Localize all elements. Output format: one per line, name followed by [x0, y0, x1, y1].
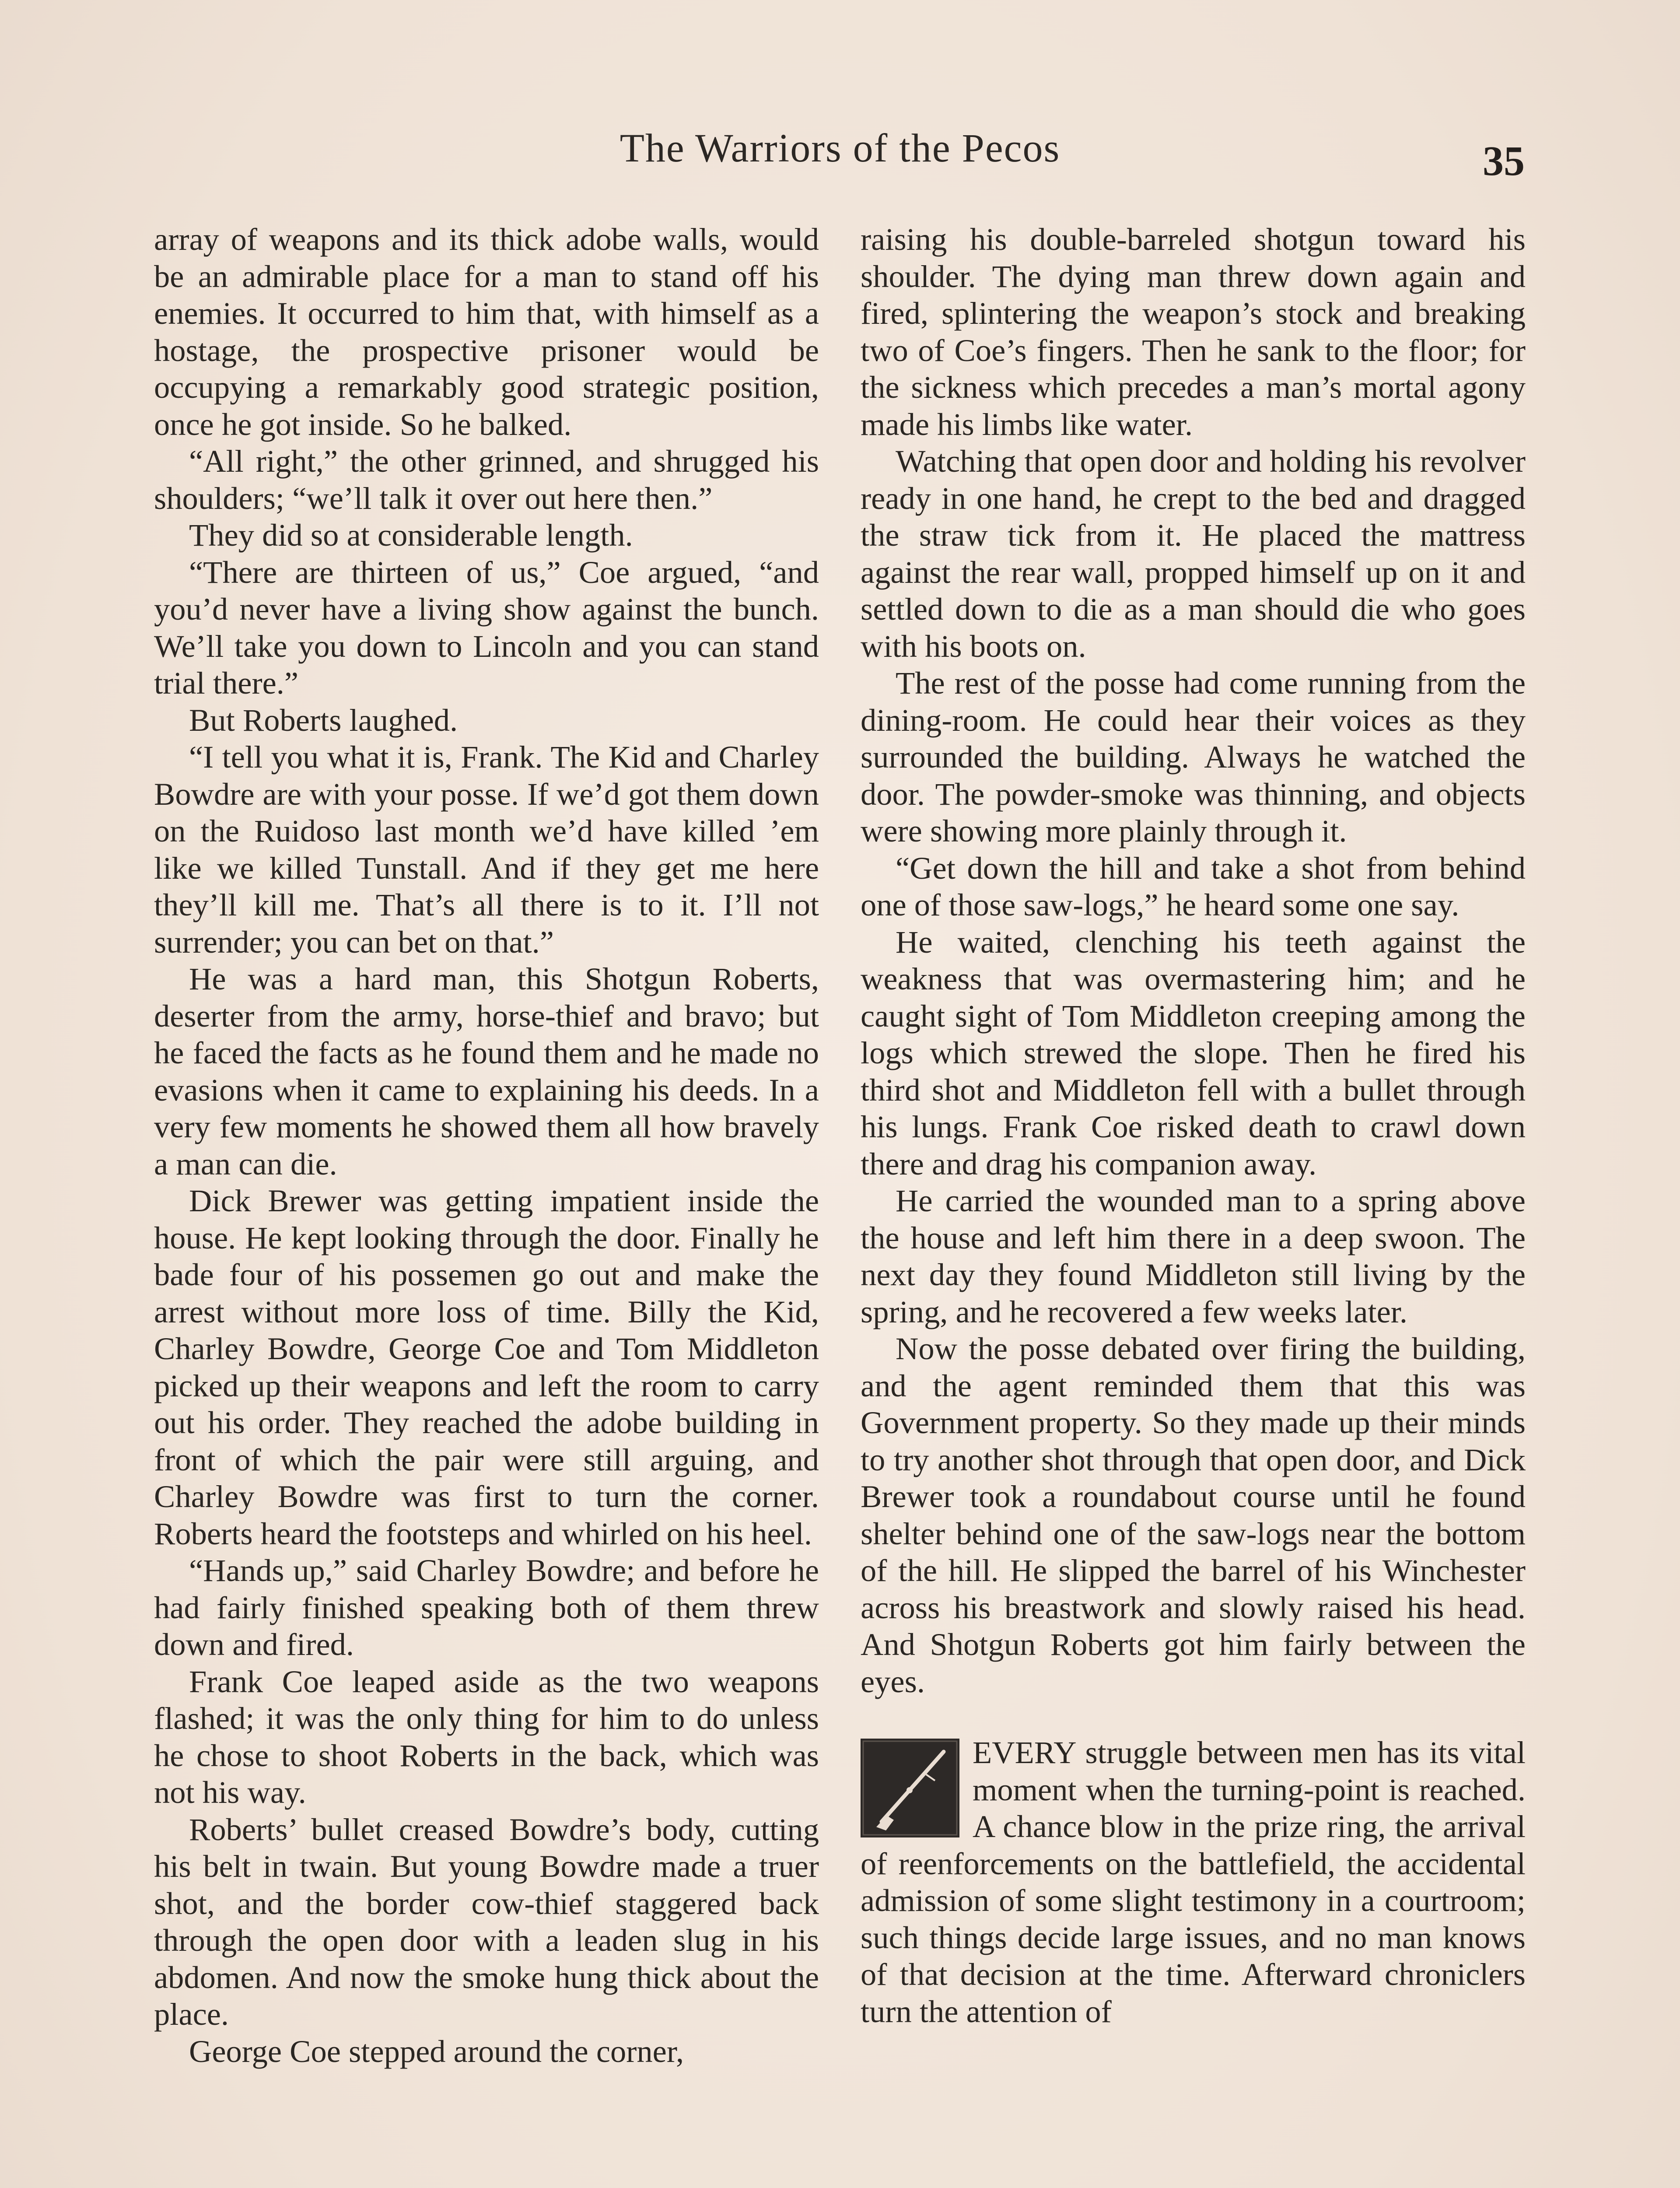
- paragraph: array of weapons and its thick adobe walls, would be an admirable place for a man to stand off his enemies. It occurred to him that, with himself as a hostage, the prospective prisoner would be occupying a remarkably good strategic position, once he got inside. So he balked.: [154, 221, 819, 442]
- paragraph: Frank Coe leaped aside as the two weapons flashed; it was the only thing for him to do unless he chose to shoot Roberts in the back, which was not his way.: [154, 1663, 819, 1810]
- paragraph: He was a hard man, this Shotgun Roberts, deserter from the army, horse-thief and bravo; but he faced the facts as he found them and he made no evasions when it came to explaining his deeds. In a very few moments he showed them all how bravely a man can die.: [154, 961, 819, 1182]
- paragraph: But Roberts laughed.: [189, 702, 458, 738]
- section-spacer: [861, 1700, 1526, 1734]
- running-title: The Warriors of the Pecos: [620, 126, 1060, 170]
- paragraph: Roberts’ bullet creased Bowdre’s body, cutting his belt in twain. But young Bowdre made a truer shot, and the border cow-thief staggered back through the open door with a leaden slug in his abdomen. And now the smoke hung thick about the place.: [154, 1811, 819, 2032]
- page-number: 35: [1483, 137, 1525, 184]
- paragraph: They did so at considerable length.: [189, 517, 633, 553]
- section-break-paragraph: [861, 1734, 1526, 2030]
- paragraph: George Coe stepped around the corner,: [189, 2033, 684, 2069]
- paragraph: “I tell you what it is, Frank. The Kid and Charley Bowdre are with your posse. If we’d got them down on the Ruidoso last month we’d have killed ’em like we killed Tunstall. And if they get me here they’ll kill me. That’s all there is to it. I’ll not surrender; you can bet on that.”: [154, 739, 819, 960]
- paragraph: “Get down the hill and take a shot from behind one of those saw-logs,” he heard some one say.: [861, 850, 1526, 922]
- paragraph: “All right,” the other grinned, and shrugged his shoulders; “we’ll talk it over out here then.”: [154, 443, 819, 516]
- section-break-text: EVERY struggle between men has its vital moment when the turning-point is reached. A chance blow in the prize ring, the arrival of reenforcements on the battlefield, the accidental admission of some slight testimony in a courtroom; such things decide large issues, and no man knows of that decision at the time. Afterward chroniclers turn the attention of: [861, 1735, 1526, 2029]
- paragraph: He waited, clenching his teeth against the weakness that was overmastering him; and he caught sight of Tom Middleton creeping among the logs which strewed the slope. Then he fired his third shot and Middleton fell with a bullet through his lungs. Frank Coe risked death to crawl down there and drag his companion away.: [861, 924, 1526, 1182]
- right-column: [861, 221, 1526, 2030]
- paragraph: “There are thirteen of us,” Coe argued, “and you’d never have a living show against the bunch. We’ll take you down to Lincoln and you can stand trial there.”: [154, 554, 819, 701]
- paragraph: Dick Brewer was getting impatient inside the house. He kept looking through the door. Finally he bade four of his possemen go out and make the arrest without more loss of time. Billy the Kid, Charley Bowdre, George Coe and Tom Middleton picked up their weapons and left the room to carry out his order. They reached the adobe building in front of which the pair were still arguing, and Charley Bowdre was first to turn the corner. Roberts heard the footsteps and whirled on his heel.: [154, 1183, 819, 1551]
- paragraph: Now the posse debated over firing the building, and the agent reminded them that this was Government property. So they made up their minds to try another shot through that open door, and Dick Brewer took a roundabout course until he found shelter behind one of the saw-logs near the bottom of the hill. He slipped the barrel of his Winchester across his breastwork and slowly raised his head. And Shotgun Roberts got him fairly between the eyes.: [861, 1331, 1526, 1699]
- paragraph: raising his double-barreled shotgun toward his shoulder. The dying man threw down again and fired, splintering the weapon’s stock and breaking two of Coe’s fingers. Then he sank to the floor; for the sickness which precedes a man’s mortal agony made his limbs like water.: [861, 221, 1526, 442]
- paragraph: The rest of the posse had come running from the dining-room. He could hear their voices as they surrounded the building. Always he watched the door. The powder-smoke was thinning, and objects were showing more plainly through it.: [861, 665, 1526, 849]
- paragraph: “Hands up,” said Charley Bowdre; and before he had fairly finished speaking both of them threw down and fired.: [154, 1553, 819, 1662]
- rifle-ornament-icon: [861, 1739, 959, 1837]
- left-column: [154, 221, 819, 2070]
- paragraph: He carried the wounded man to a spring above the house and left him there in a deep swoon. The next day they found Middleton still living by the spring, and he recovered a few weeks later.: [861, 1183, 1526, 1329]
- paragraph: Watching that open door and holding his revolver ready in one hand, he crept to the bed and dragged the straw tick from it. He placed the mattress against the rear wall, propped himself up on it and settled down to die as a man should die who goes with his boots on.: [861, 443, 1526, 664]
